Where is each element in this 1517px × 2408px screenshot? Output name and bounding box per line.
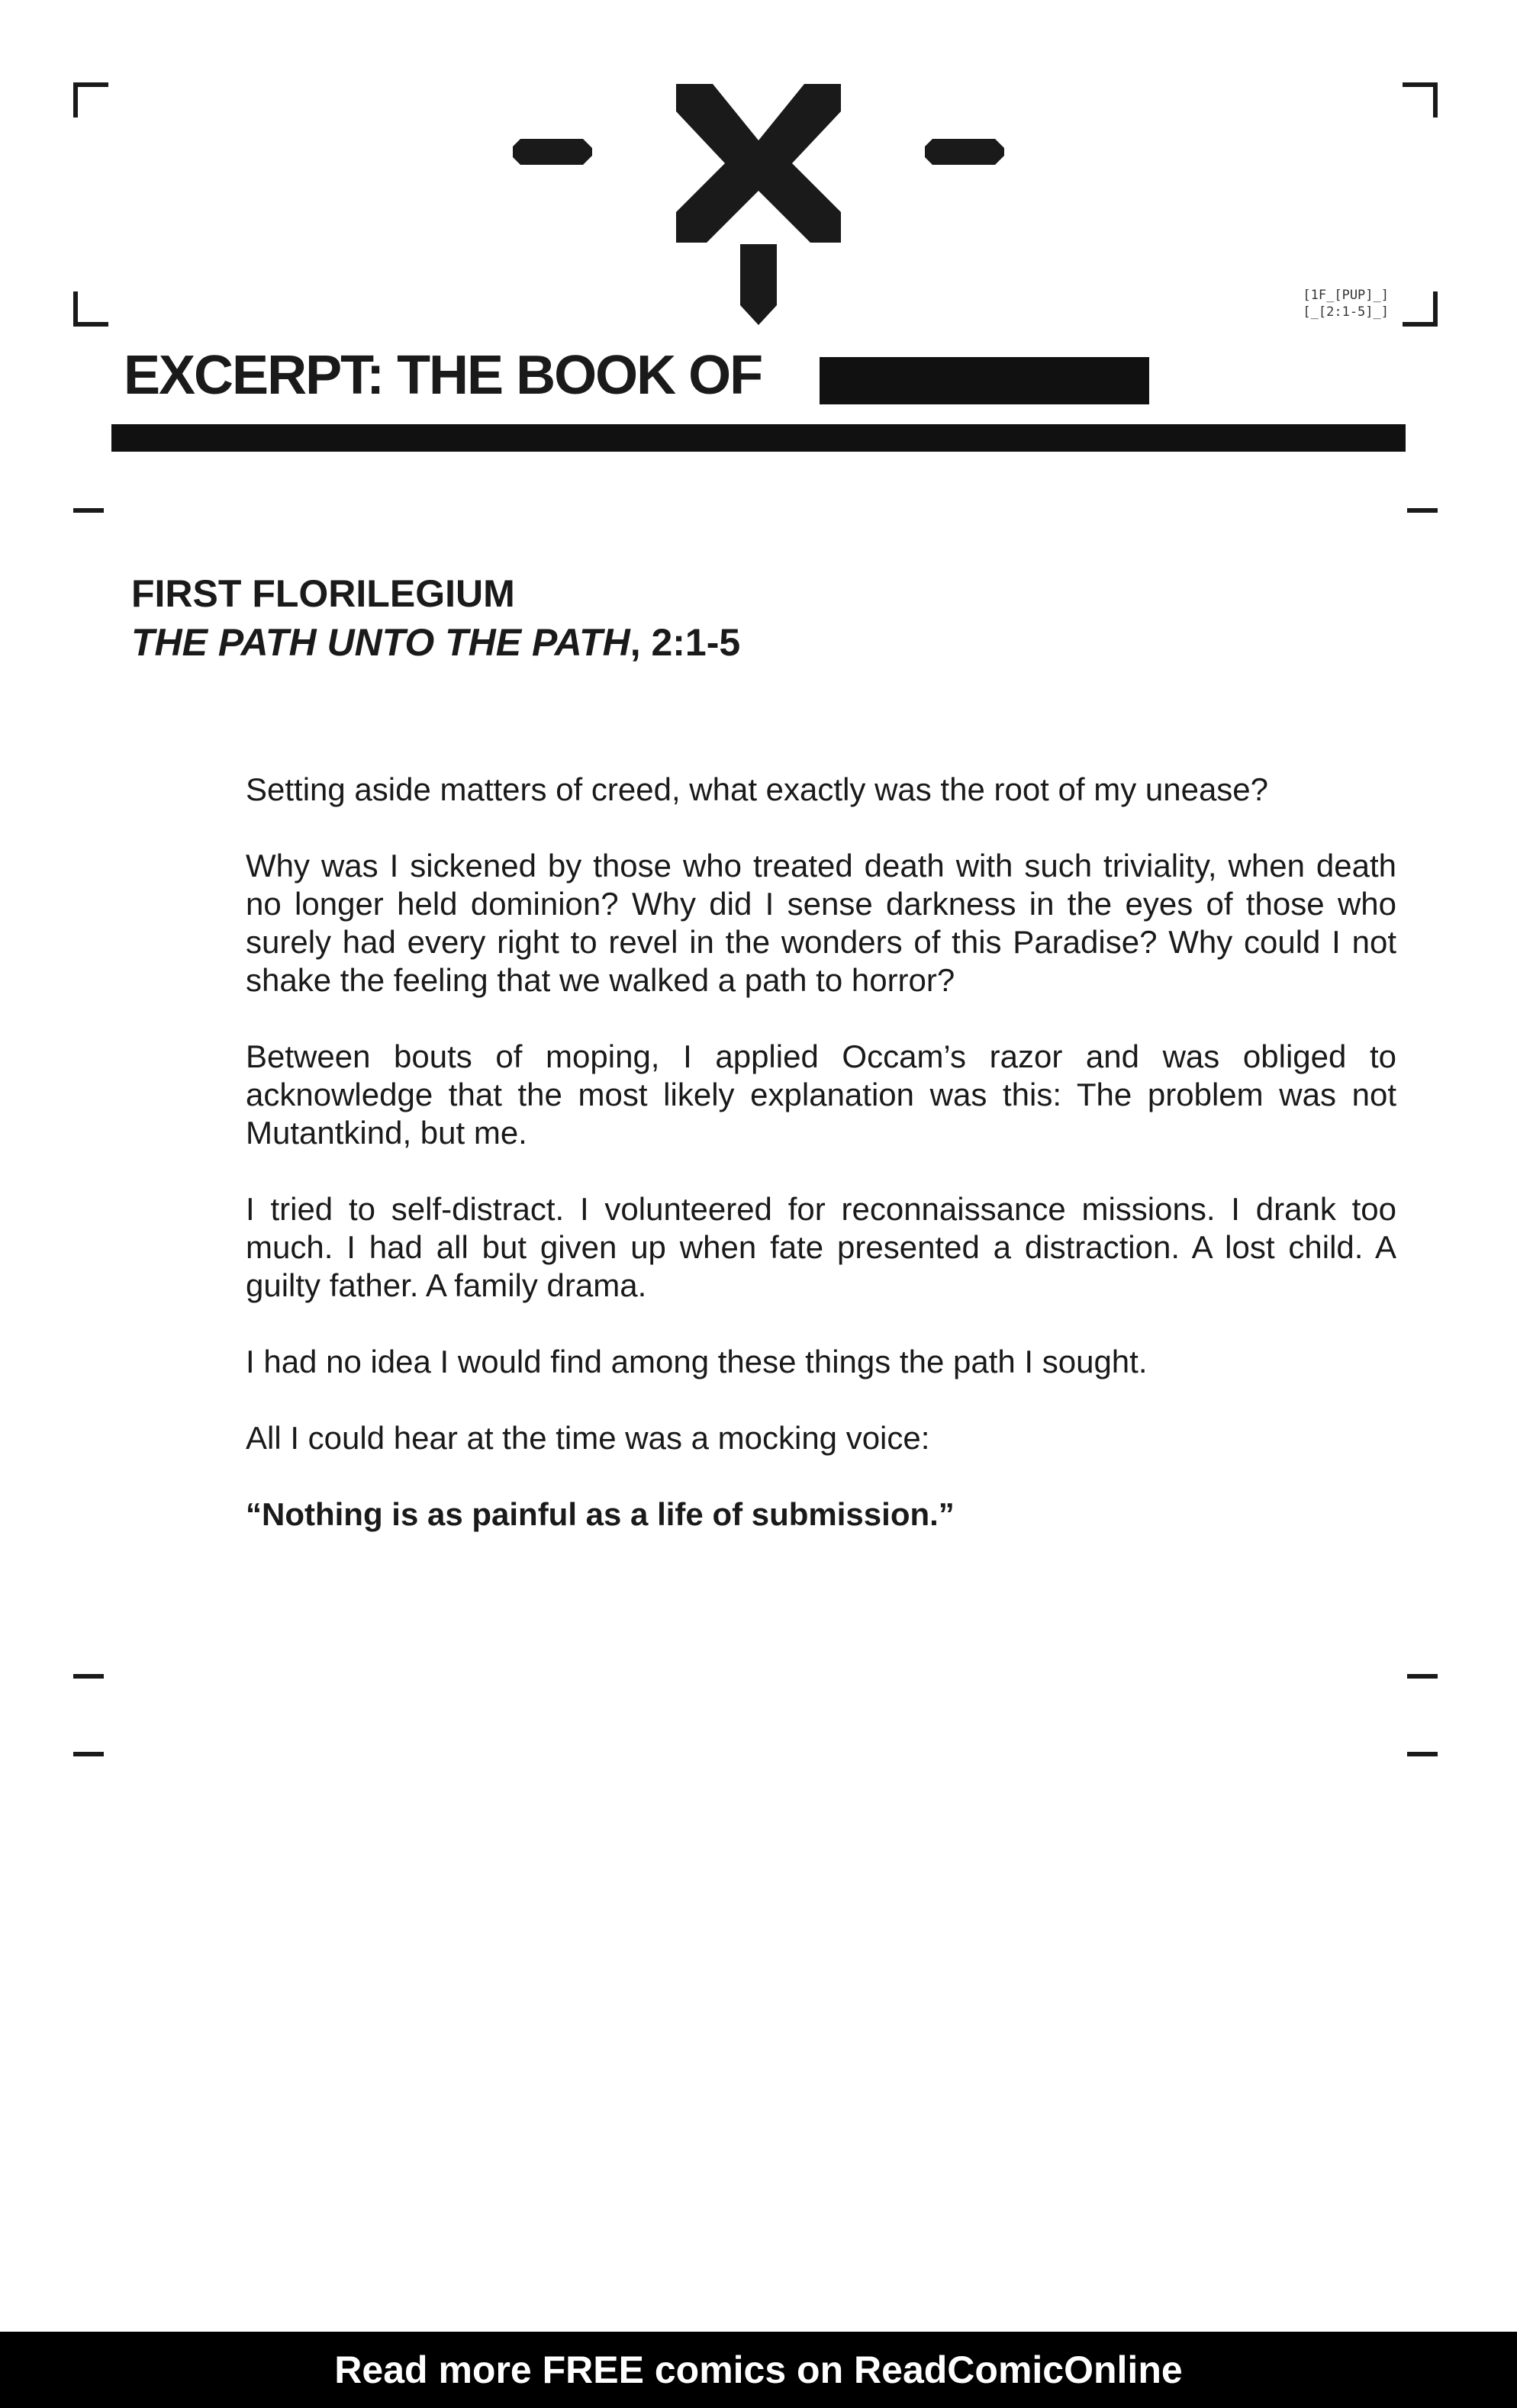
page-title: EXCERPT: THE BOOK OF <box>124 345 762 406</box>
paragraph: I had no idea I would find among these things the path I sought. <box>246 1344 1148 1379</box>
title-rule <box>111 424 1406 452</box>
paragraph: All I could hear at the time was a mocking voice: <box>246 1420 930 1456</box>
paragraph: Setting aside matters of creed, what exactly was the root of my unease? <box>246 771 1269 807</box>
excerpt-body <box>246 771 1396 1572</box>
footer-banner[interactable]: Read more FREE comics on ReadComicOnline <box>0 2332 1517 2408</box>
subheading-line-2 <box>131 618 740 667</box>
redaction-bar <box>820 357 1149 404</box>
corner-bracket-top-right <box>1403 82 1438 118</box>
margin-tick-left <box>73 1752 104 1756</box>
verse-reference: , 2:1-5 <box>630 621 741 664</box>
corner-bracket-bottom-left <box>73 291 108 327</box>
code-label-line-2: [_[2:1-5]_] <box>1303 304 1389 320</box>
code-label-line-1: [1F_[PUP]_] <box>1303 288 1389 303</box>
subheading <box>131 569 740 667</box>
margin-tick-left <box>73 1674 104 1679</box>
code-label <box>1303 287 1389 320</box>
margin-tick-right <box>1407 1674 1438 1679</box>
margin-tick-right <box>1407 1752 1438 1756</box>
subheading-line-1: FIRST FLORILEGIUM <box>131 572 515 615</box>
margin-tick-left <box>73 508 104 513</box>
paragraph: I tried to self-distract. I volunteered for reconnaissance missions. I drank too much. I had all but given up when fate presented a distraction. A lost child. A guilty father. A family drama. <box>246 1191 1396 1303</box>
paragraph: Why was I sickened by those who treated death with such triviality, when death no longer held dominion? Why did I sense darkness in the eyes of those who surely had every right to revel in the wonders of this Paradise? Why could I not shake the feeling that we walked a path to horror? <box>246 848 1396 998</box>
x-gene-logo-icon <box>504 76 1015 328</box>
book-title: THE PATH UNTO THE PATH <box>131 621 630 664</box>
quote: “Nothing is as painful as a life of submission.” <box>246 1496 955 1532</box>
paragraph: Between bouts of moping, I applied Occam’s razor and was obliged to acknowledge that the most likely explanation was this: The problem was not Mutantkind, but me. <box>246 1038 1396 1151</box>
corner-bracket-top-left <box>73 82 108 118</box>
corner-bracket-bottom-right <box>1403 291 1438 327</box>
margin-tick-right <box>1407 508 1438 513</box>
